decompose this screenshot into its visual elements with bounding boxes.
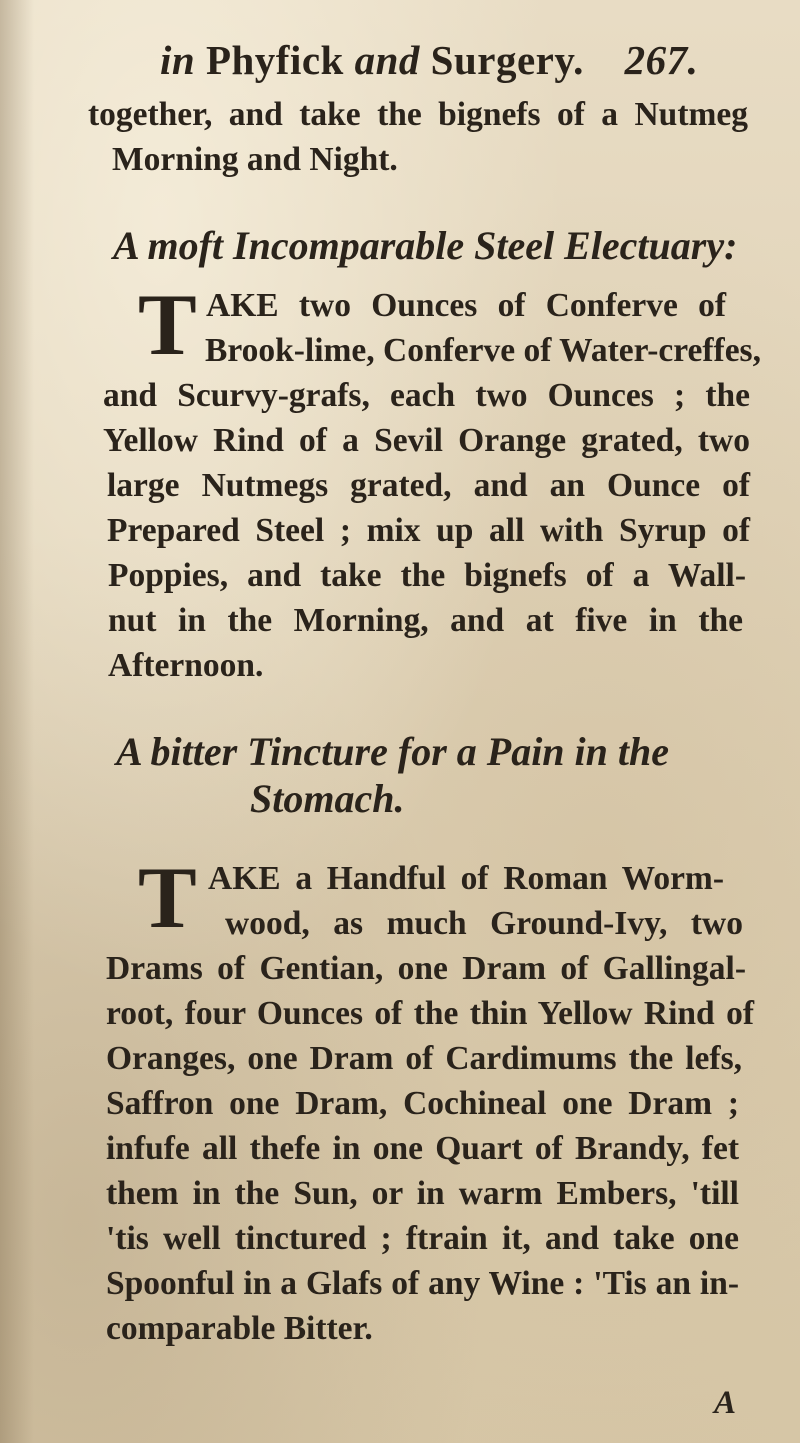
- page-edge-shadow: [0, 0, 34, 1443]
- section2-line-8: them in the Sun, or in warm Embers, 'till: [106, 1175, 739, 1212]
- section-heading-tincture: A bitter Tincture for a Pain in the: [116, 729, 670, 774]
- page-number: 267.: [624, 37, 699, 83]
- running-head: [160, 36, 760, 84]
- section2-line-5: Oranges, one Dram of Cardimums the lefs,: [106, 1040, 742, 1077]
- section2-line-4: root, four Ounces of the thin Yellow Rind of: [106, 995, 754, 1032]
- section1-line-6: Prepared Steel ; mix up all with Syrup of: [107, 512, 750, 549]
- section1-dropcap: T: [138, 277, 197, 374]
- section2-line-1: AKE a Handful of Roman Worm-: [208, 860, 724, 897]
- running-head-prefix: in: [160, 37, 196, 83]
- section2-line-10: Spoonful in a Glafs of any Wine : 'Tis an in-: [106, 1265, 739, 1302]
- intro-line-1: together, and take the bignefs of a Nutmeg: [88, 96, 748, 133]
- section1-line-2: Brook-lime, Conferve of Water-creffes,: [205, 332, 761, 369]
- section2-line-11: comparable Bitter.: [106, 1310, 373, 1347]
- section2-line-6: Saffron one Dram, Cochineal one Dram ;: [106, 1085, 739, 1122]
- section2-line-7: infufe all thefe in one Quart of Brandy, fet: [106, 1130, 739, 1167]
- section1-line-4: Yellow Rind of a Sevil Orange grated, two: [103, 422, 750, 459]
- section2-line-3: Drams of Gentian, one Dram of Gallingal-: [106, 950, 746, 987]
- section2-line-9: 'tis well tinctured ; ftrain it, and take one: [106, 1220, 739, 1257]
- catchword: A: [714, 1385, 737, 1421]
- section1-line-3: and Scurvy-grafs, each two Ounces ; the: [103, 377, 750, 414]
- running-head-title2: Surgery.: [430, 37, 584, 83]
- section1-line-7: Poppies, and take the bignefs of a Wall-: [108, 557, 746, 594]
- section1-line-5: large Nutmegs grated, and an Ounce of: [107, 467, 750, 504]
- running-head-joiner: and: [354, 37, 420, 83]
- section2-dropcap: T: [138, 850, 197, 947]
- section1-line-1: AKE two Ounces of Conferve of: [206, 287, 726, 324]
- section2-line-2: wood, as much Ground-Ivy, two: [225, 905, 743, 942]
- section-heading-electuary: A moft Incomparable Steel Electuary:: [113, 223, 738, 268]
- intro-line-2: Morning and Night.: [112, 141, 398, 178]
- section1-line-9: Afternoon.: [108, 647, 264, 684]
- section-heading-tincture-line2: Stomach.: [250, 776, 405, 821]
- running-head-title: Phyfick: [205, 37, 344, 83]
- section1-line-8: nut in the Morning, and at five in the: [108, 602, 743, 639]
